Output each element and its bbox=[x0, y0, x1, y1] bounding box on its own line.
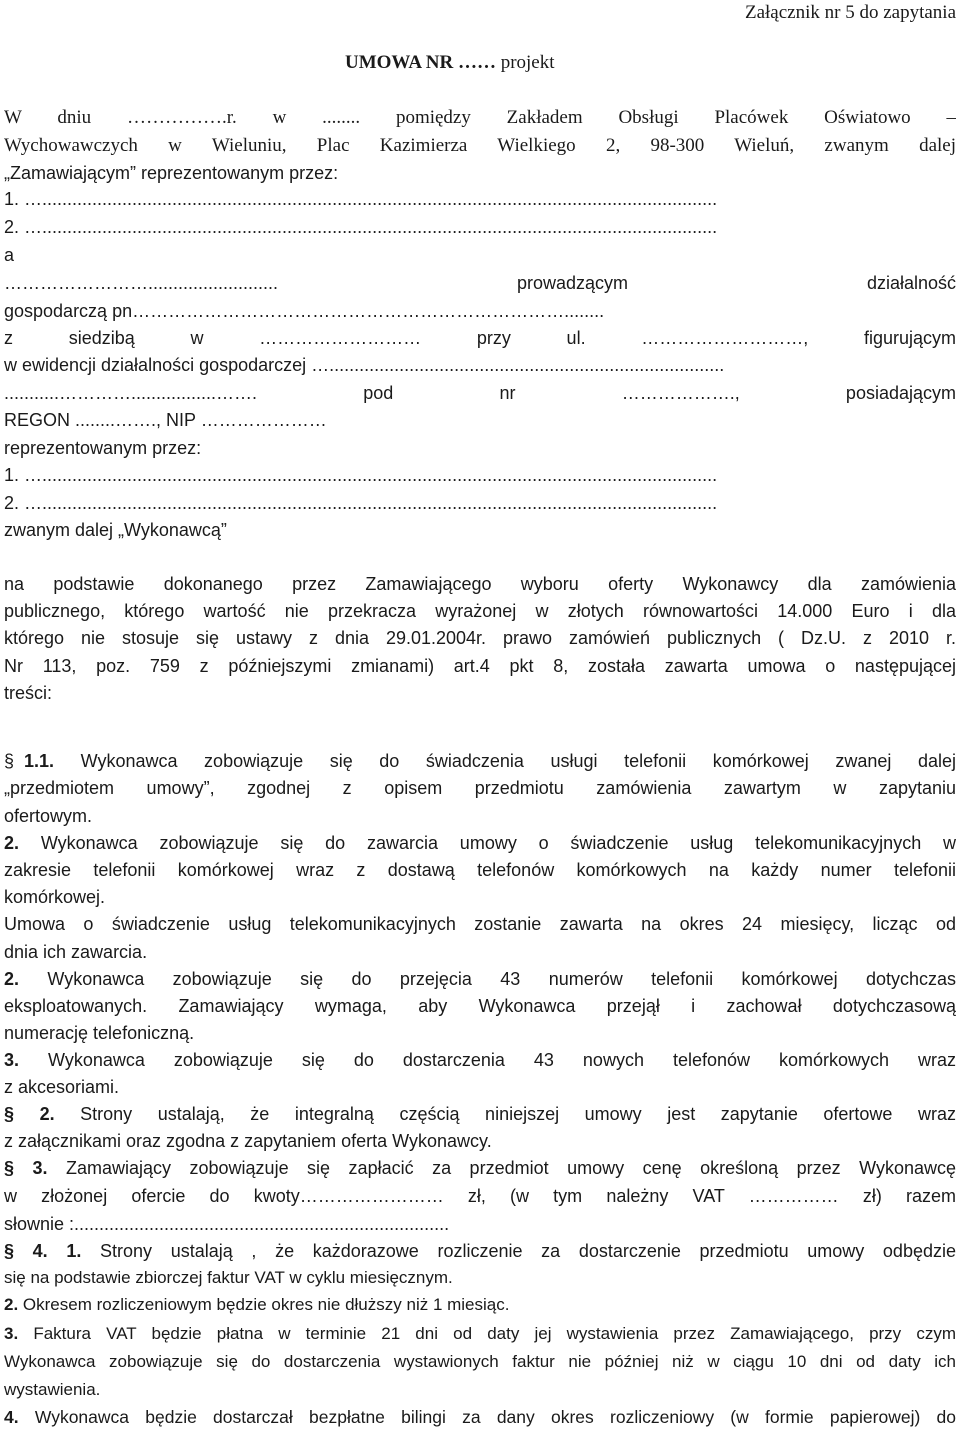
clause-4-2 bbox=[4, 1292, 956, 1318]
clause-1-2b-text: Wykonawca zobowiązuje się do przejęcia 43 numerów telefonii komórkowej dotychczas bbox=[19, 969, 956, 989]
clause-4-4-text: Wykonawca będzie dostarczał bezpłatne bilingi za dany okres rozliczeniowy (w formie papierowej) do bbox=[18, 1407, 956, 1427]
line-05: 2. …....................................................................................................................................... bbox=[4, 217, 718, 237]
line-19: którego nie stosuje się ustawy z dnia 29.01.2004r. prawo zamówień publicznych ( Dz.U. z 2010 r. bbox=[4, 628, 956, 648]
clause-4-2-number: 2. bbox=[4, 1295, 19, 1314]
clause-1-1-text: Wykonawca zobowiązuje się do świadczenia usługi telefonii komórkowej zwanej dalej bbox=[54, 751, 956, 771]
line-17: na podstawie dokonanego przez Zamawiającego wyboru oferty Wykonawcy dla zamówienia bbox=[4, 574, 956, 594]
line-39: słownie :........................................................................... bbox=[4, 1214, 450, 1234]
clause-1-2-number: 2. bbox=[4, 833, 20, 853]
clause-1-1 bbox=[4, 748, 956, 774]
line-09: z siedzibą w ……………………… przy ul. ………………………, figurującym bbox=[4, 328, 956, 348]
clause-4-3-number: 3. bbox=[4, 1324, 19, 1343]
line-02: Wychowawczych w Wieluniu, Plac Kazimierza Wielkiego 2, 98-300 Wieluń, zwanym dalej bbox=[4, 135, 956, 156]
line-15: 2. …....................................................................................................................................... bbox=[4, 493, 718, 513]
clause-4-4-number: 4. bbox=[4, 1407, 19, 1427]
clause-1-2 bbox=[4, 830, 956, 856]
line-14: 1. …....................................................................................................................................... bbox=[4, 465, 718, 485]
line-10: w ewidencji działalności gospodarczej …............................................................................... bbox=[4, 355, 725, 375]
clause-2-number: § 2. bbox=[4, 1104, 55, 1124]
clause-2-text: Strony ustalają, że integralną częścią niniejszej umowy jest zapytanie ofertowe wraz bbox=[54, 1104, 956, 1124]
clause-4-4 bbox=[4, 1404, 956, 1430]
line-44: Wykonawca zobowiązuje się do dostarczenia wystawionych faktur nie później niż w ciągu 10 dni od daty ich bbox=[4, 1352, 956, 1371]
line-21: treści: bbox=[4, 683, 53, 703]
line-38: w złożonej ofercie do kwoty…………………… zł, (w tym należny VAT …………… zł) razem bbox=[4, 1186, 956, 1206]
clause-4-1 bbox=[4, 1238, 956, 1264]
line-24: ofertowym. bbox=[4, 806, 93, 826]
line-36: z załącznikami oraz zgodna z zapytaniem oferta Wykonawcy. bbox=[4, 1131, 492, 1151]
clause-1-3 bbox=[4, 1047, 956, 1073]
clause-1-2b bbox=[4, 966, 956, 992]
line-27: komórkowej. bbox=[4, 887, 106, 907]
clause-1-2-text: Wykonawca zobowiązuje się do zawarcia umowy o świadczenie usług telekomunikacyjnych w bbox=[19, 833, 956, 853]
line-23: „przedmiotem umowy”, zgodnej z opisem przedmiotu zamówienia zawartym w zapytaniu bbox=[4, 778, 956, 798]
line-28: Umowa o świadczenie usług telekomunikacyjnych zostanie zawarta na okres 24 miesięcy, licząc od bbox=[4, 914, 956, 934]
line-41: się na podstawie zbiorczej faktur VAT w cyklu miesięcznym. bbox=[4, 1268, 453, 1287]
line-12: REGON ........……., NIP ………………… bbox=[4, 410, 327, 430]
clause-2 bbox=[4, 1101, 956, 1127]
line-06: a bbox=[4, 245, 15, 265]
section-mark: § bbox=[4, 751, 15, 771]
clause-4-3-text: Faktura VAT będzie płatna w terminie 21 dni od daty jej wystawienia przez Zamawiającego, przy czym bbox=[18, 1324, 956, 1343]
clause-1-3-number: 3. bbox=[4, 1050, 20, 1070]
line-31: eksploatowanych. Zamawiający wymaga, aby Wykonawca przejął i zachował dotychczasową bbox=[4, 996, 956, 1016]
contract-title-number: UMOWA NR …… bbox=[345, 52, 496, 73]
clause-4-2-text: Okresem rozliczeniowym będzie okres nie dłuższy niż 1 miesiąc. bbox=[18, 1295, 510, 1314]
line-16: zwanym dalej „Wykonawcą” bbox=[4, 520, 227, 540]
line-45: wystawienia. bbox=[4, 1380, 101, 1399]
line-08: gospodarczą pn………………………………………………………………........ bbox=[4, 301, 605, 321]
line-11: ...........………….................……. pod nr ………………., posiadającym bbox=[4, 383, 956, 403]
contract-title-suffix: projekt bbox=[495, 52, 555, 73]
clause-3 bbox=[4, 1155, 956, 1181]
line-18: publicznego, którego wartość nie przekracza wyrażonej w złotych równowartości 14.000 Euro i dla bbox=[4, 601, 956, 621]
line-04: 1. …....................................................................................................................................... bbox=[4, 189, 718, 209]
line-07: …………………….......................... prowadzącym działalność bbox=[4, 273, 956, 293]
line-34: z akcesoriami. bbox=[4, 1077, 120, 1097]
clause-3-text: Zamawiający zobowiązuje się zapłacić za przedmiot umowy cenę określoną przez Wykonawcę bbox=[47, 1158, 956, 1178]
clause-4-3 bbox=[4, 1321, 956, 1347]
line-20: Nr 113, poz. 759 z późniejszymi zmianami) art.4 pkt 8, została zawarta umowa o następującej bbox=[4, 656, 956, 676]
clause-1-3-text: Wykonawca zobowiązuje się do dostarczenia 43 nowych telefonów komórkowych wraz bbox=[19, 1050, 956, 1070]
line-03: „Zamawiającym” reprezentowanym przez: bbox=[4, 163, 339, 183]
line-13: reprezentowanym przez: bbox=[4, 438, 202, 458]
attachment-note: Załącznik nr 5 do zapytania bbox=[744, 2, 956, 23]
clause-3-number: § 3. bbox=[4, 1158, 48, 1178]
clause-1-2b-number: 2. bbox=[4, 969, 20, 989]
contract-title bbox=[345, 50, 555, 76]
clause-4-1-text: Strony ustalają , że każdorazowe rozliczenie za dostarczenie przedmiotu umowy odbędzie bbox=[81, 1241, 956, 1261]
clause-4-1-number: § 4. 1. bbox=[4, 1241, 82, 1261]
line-32: numerację telefoniczną. bbox=[4, 1023, 195, 1043]
clause-1-1-number: 1.1. bbox=[24, 751, 55, 771]
line-29: dnia ich zawarcia. bbox=[4, 942, 148, 962]
line-01: W dniu …………….r. w ........ pomiędzy Zakładem Obsługi Placówek Oświatowo – bbox=[4, 107, 956, 128]
line-26: zakresie telefonii komórkowej wraz z dostawą telefonów komórkowych na każdy numer telefonii bbox=[4, 860, 956, 880]
